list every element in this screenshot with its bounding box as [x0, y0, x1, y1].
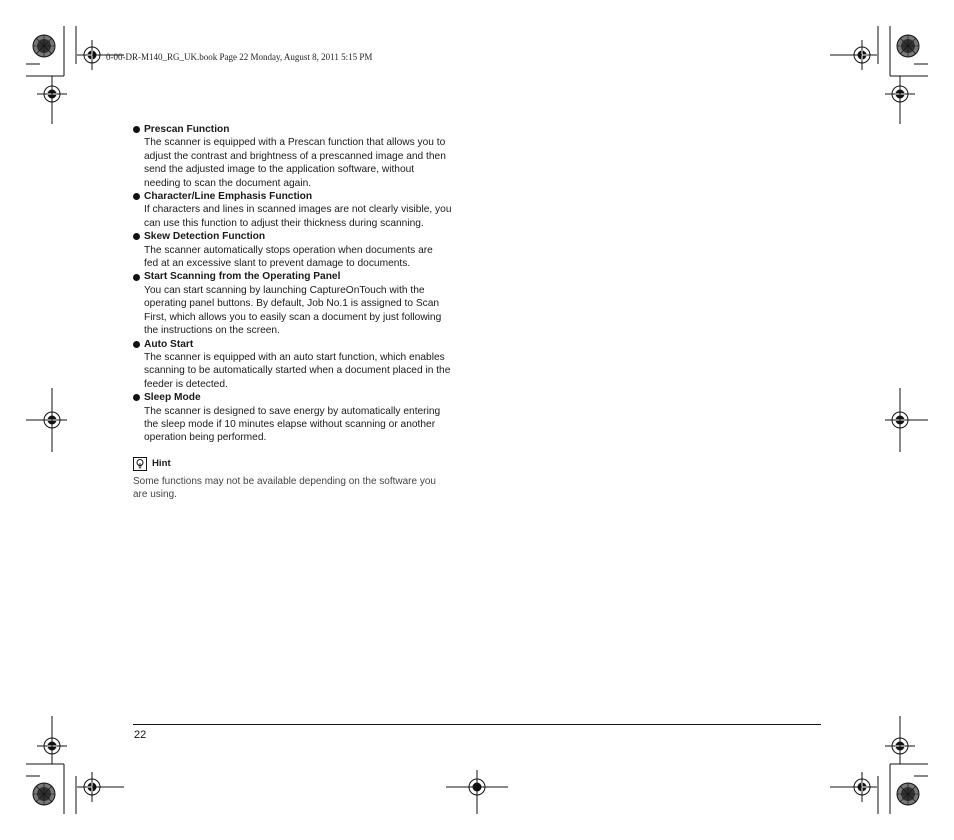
feature-auto-start [133, 338, 463, 392]
bullet-icon [133, 341, 140, 348]
bullet-icon [133, 394, 140, 401]
description-line: The scanner is equipped with an auto start function, which enables [144, 351, 445, 363]
feature-title-text: Skew Detection Function [144, 231, 266, 243]
feature-sleep-mode [133, 391, 463, 445]
hint-line: Some functions may not be available depending on the software you [133, 475, 436, 487]
hint-text [133, 475, 463, 501]
feature-title-text: Sleep Mode [144, 392, 201, 404]
description-line: adjust the contrast and brightness of a prescanned image and then [144, 150, 446, 162]
feature-description [144, 284, 463, 338]
print-header: 0-00-DR-M140_RG_UK.book Page 22 Monday, August 8, 2011 5:15 PM [106, 52, 373, 62]
description-line: The scanner automatically stops operation when documents are [144, 244, 433, 256]
feature-description [144, 136, 463, 190]
description-line: the instructions on the screen. [144, 325, 280, 337]
description-line: operating panel buttons. By default, Job No.1 is assigned to Scan [144, 298, 440, 310]
feature-title-text: Start Scanning from the Operating Panel [144, 271, 341, 283]
feature-operating-panel [133, 270, 463, 337]
hint-box [133, 457, 463, 501]
feature-title [133, 123, 463, 136]
feature-title [133, 190, 463, 203]
feature-description [144, 351, 463, 391]
description-line: the sleep mode if 10 minutes elapse without scanning or another [144, 418, 436, 430]
description-line: feeder is detected. [144, 378, 228, 390]
description-line: The scanner is designed to save energy by automatically entering [144, 405, 441, 417]
feature-title [133, 391, 463, 404]
hint-heading [133, 457, 463, 471]
footer-divider [133, 724, 821, 725]
bullet-icon [133, 233, 140, 240]
feature-title-text: Prescan Function [144, 124, 230, 135]
feature-title [133, 270, 463, 283]
feature-prescan [133, 123, 463, 190]
description-line: operation being performed. [144, 432, 267, 444]
feature-character-line-emphasis [133, 190, 463, 230]
feature-skew-detection [133, 230, 463, 270]
description-line: can use this function to adjust their thickness during scanning. [144, 217, 424, 229]
description-line: If characters and lines in scanned images are not clearly visible, you [144, 204, 452, 216]
page-number: 22 [134, 729, 147, 741]
description-line: First, which allows you to easily scan a document by just following [144, 311, 442, 323]
feature-description [144, 405, 463, 445]
feature-list [133, 123, 463, 501]
bullet-icon [133, 193, 140, 200]
lightbulb-icon [133, 457, 147, 471]
feature-title-text: Auto Start [144, 338, 194, 350]
bullet-icon [133, 274, 140, 281]
description-line: send the adjusted image to the application software, without [144, 164, 415, 176]
hint-line: are using. [133, 488, 177, 500]
description-line: The scanner is equipped with a Prescan function that allows you to [144, 137, 446, 149]
feature-description [144, 203, 463, 230]
feature-title-text: Character/Line Emphasis Function [144, 191, 313, 203]
description-line: You can start scanning by launching CaptureOnTouch with the [144, 284, 425, 296]
bullet-icon [133, 126, 140, 133]
feature-title [133, 338, 463, 351]
description-line: needing to scan the document again. [144, 177, 312, 189]
description-line: scanning to be automatically started when a document placed in the [144, 365, 451, 377]
feature-description [144, 244, 463, 271]
feature-title [133, 230, 463, 243]
description-line: fed at an excessive slant to prevent damage to documents. [144, 258, 411, 270]
hint-title: Hint [152, 458, 171, 470]
